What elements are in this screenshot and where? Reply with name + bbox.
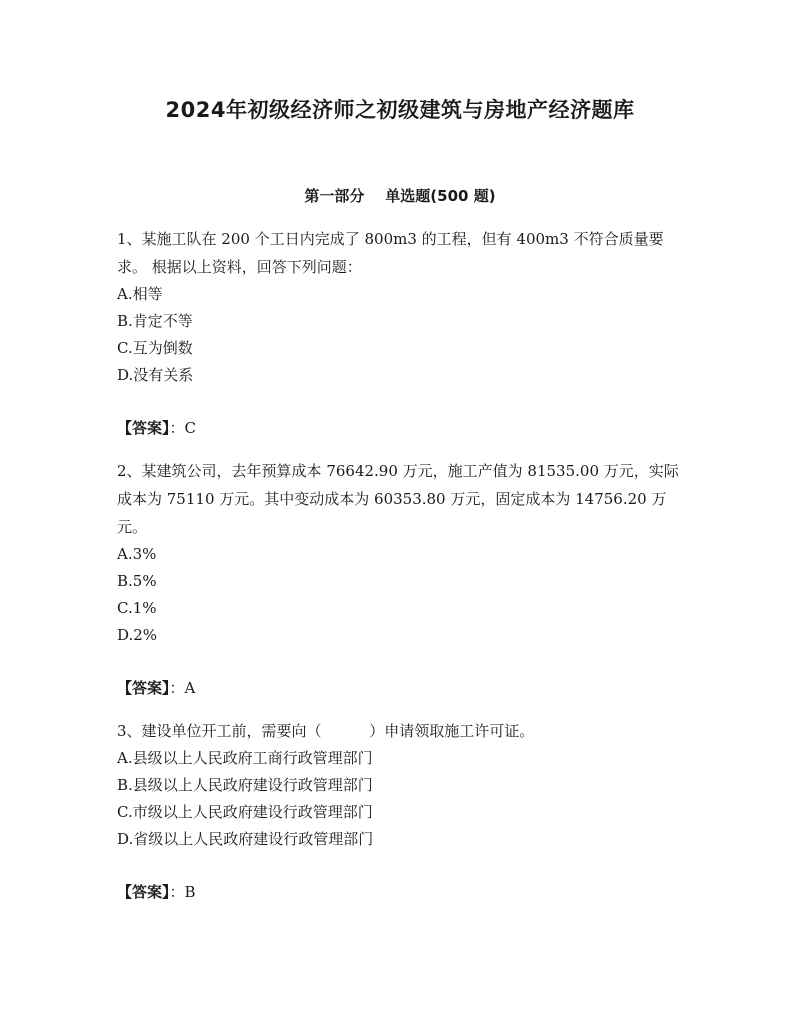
question-stem: 2、某建筑公司，去年预算成本 76642.90 万元，施工产值为 81535.00 万元，实际成本为 75110 万元。其中变动成本为 60353.80 万元，固定成本为 14756.20 万元。 [117,462,679,536]
option-b: B.县级以上人民政府建设行政管理部门 [117,776,373,794]
question-stem: 3、建设单位开工前，需要向（ ）申请领取施工许可证。 [117,722,535,740]
option-d: D.2% [117,626,158,644]
question-3 [117,717,689,906]
answer-separator: ： [169,419,185,437]
answer-separator: ： [169,679,185,697]
section-title: 第一部分 单选题(500 题) [304,187,496,205]
option-d: D.没有关系 [117,366,194,384]
answer-label: 【答案】 [117,679,170,697]
option-c: C.互为倒数 [117,339,193,357]
answer-value: C [184,419,197,437]
option-c: C.1% [117,599,157,617]
document-title: 2024年初级经济师之初级建筑与房地产经济题库 [165,98,635,122]
option-list [117,541,689,649]
answer-value: A [184,679,196,697]
option-b: B.5% [117,572,157,590]
question-list [117,225,689,906]
option-d: D.省级以上人民政府建设行政管理部门 [117,830,374,848]
option-a: A.3% [117,545,157,563]
option-b: B.肯定不等 [117,312,193,330]
question-stem: 1、某施工队在 200 个工日内完成了 800m3 的工程，但有 400m3 不符合质量要求。 根据以上资料，回答下列问题： [117,230,664,276]
option-a: A.县级以上人民政府工商行政管理部门 [117,749,373,767]
answer-line [117,415,689,442]
question-1 [117,225,689,442]
answer-label: 【答案】 [117,883,170,901]
answer-line [117,879,689,906]
question-2 [117,457,689,702]
option-c: C.市级以上人民政府建设行政管理部门 [117,803,373,821]
option-list [117,745,689,853]
answer-label: 【答案】 [117,419,170,437]
option-list [117,281,689,389]
answer-separator: ： [169,883,185,901]
answer-value: B [184,883,196,901]
option-a: A.相等 [117,285,163,303]
answer-line [117,675,689,702]
